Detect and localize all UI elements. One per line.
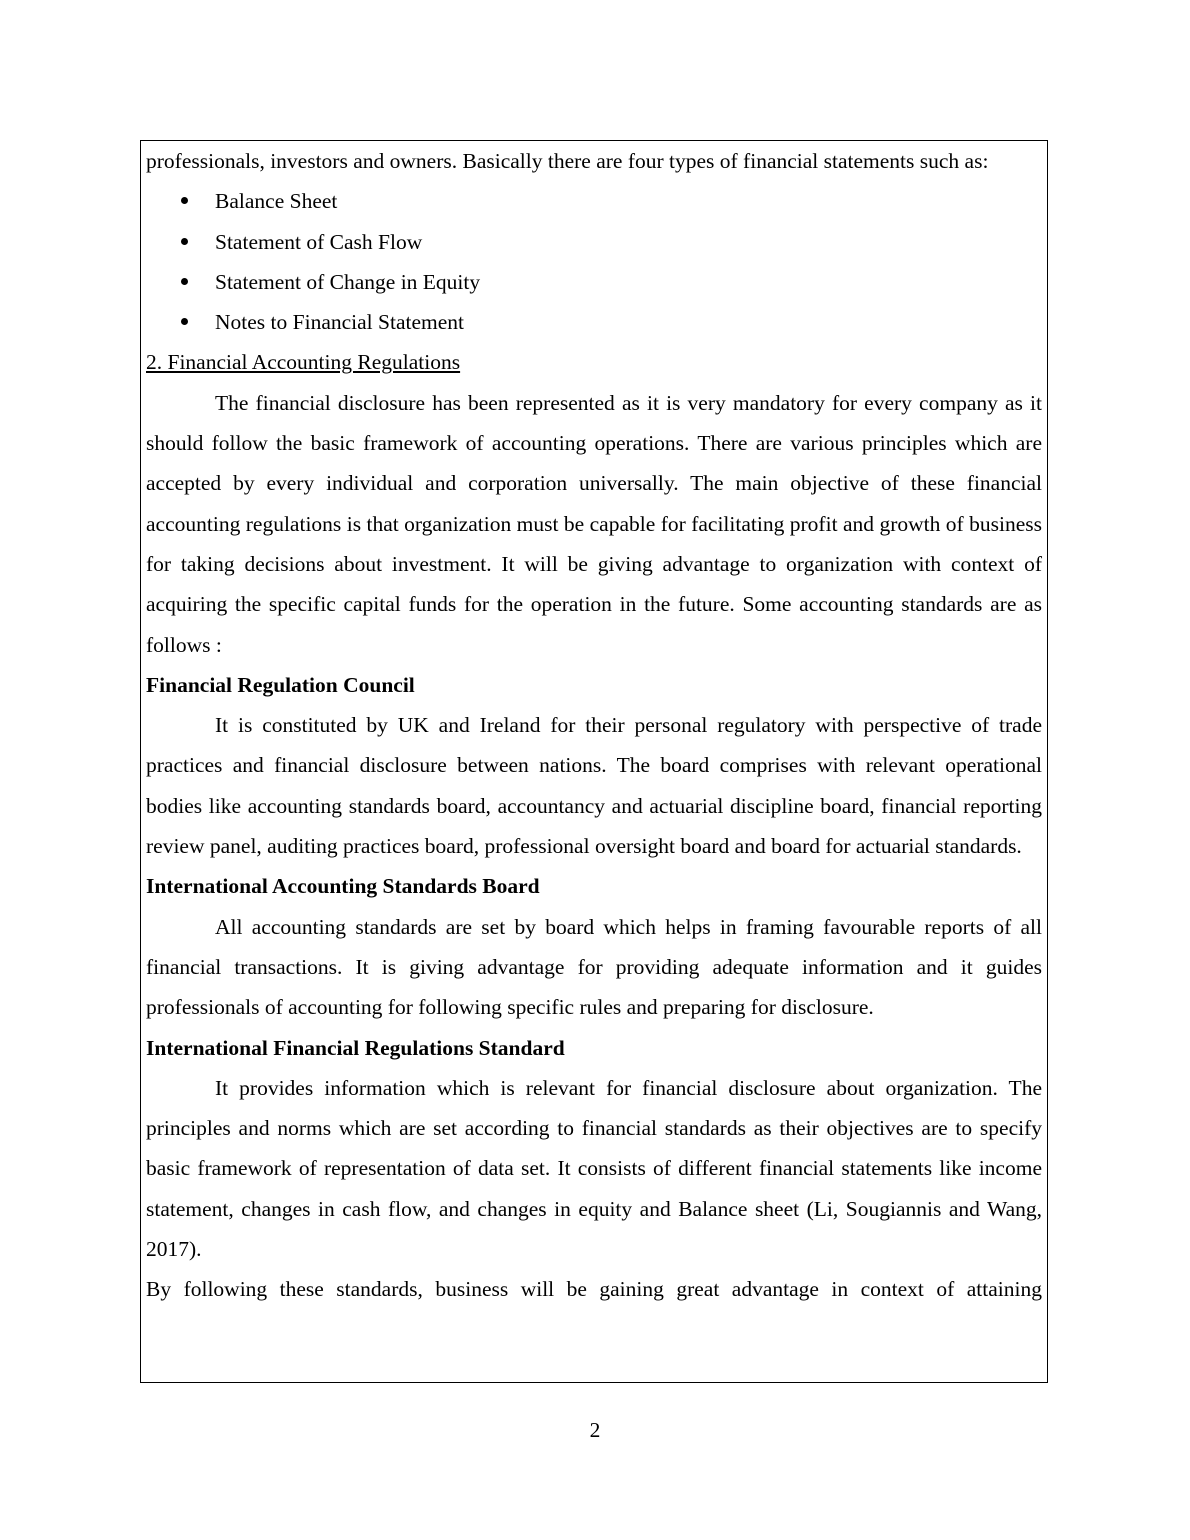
section-paragraph: The financial disclosure has been represented as it is very mandatory for every company as it should follow the basic framework of accounting operations. There are various principles which are accepted by every individual and corporation universally. The main objective of these financial accounting regulations is that organization must be capable for facilitating profit and growth of business for taking decisions about investment. It will be giving advantage to organization with context of acquiring the specific capital funds for the operation in the future. Some accounting standards are as follows : xyxy=(146,390,1042,657)
iasb-paragraph: All accounting standards are set by board which helps in framing favourable reports of all financial transactions. It is giving advantage for providing adequate information and it guides professionals of accounting for following specific rules and preparing for disclosure. xyxy=(146,914,1042,1020)
iasb-heading: International Accounting Standards Board xyxy=(146,874,540,899)
ifrs-paragraph: It provides information which is relevant for financial disclosure about organization. The principles and norms which are set according to financial standards as their objectives are to specify basic framework of representation of data set. It consists of different financial statements like income statement, changes in cash flow, and changes in equity and Balance sheet (Li, Sougiannis and Wang, 2017). xyxy=(146,1075,1042,1262)
bullet-icon xyxy=(181,278,188,285)
bullet-icon xyxy=(181,318,188,325)
bullet-icon xyxy=(181,238,188,245)
closing-paragraph: By following these standards, business will be gaining great advantage in context of attaining xyxy=(146,1277,1042,1302)
ifrs-heading: International Financial Regulations Standard xyxy=(146,1035,565,1060)
list-item-text: Notes to Financial Statement xyxy=(215,310,464,335)
list-item-text: Statement of Cash Flow xyxy=(215,229,423,254)
list-item-text: Balance Sheet xyxy=(215,189,338,214)
statement-types-list xyxy=(146,181,1042,342)
bullet-icon xyxy=(181,197,188,204)
frc-heading: Financial Regulation Council xyxy=(146,672,415,697)
list-item xyxy=(146,262,1042,302)
intro-paragraph: professionals, investors and owners. Basically there are four types of financial statements such as: xyxy=(146,149,989,173)
page-number: 2 xyxy=(589,1418,601,1442)
list-item xyxy=(146,302,1042,342)
frc-paragraph: It is constituted by UK and Ireland for their personal regulatory with perspective of trade practices and financial disclosure between nations. The board comprises with relevant operational bodies like accounting standards board, accountancy and actuarial discipline board, financial reporting review panel, auditing practices board, professional oversight board and board for actuarial standards. xyxy=(146,713,1042,859)
section-heading: 2. Financial Accounting Regulations xyxy=(146,350,461,375)
content-frame xyxy=(140,140,1048,1383)
list-item xyxy=(146,181,1042,221)
list-item-text: Statement of Change in Equity xyxy=(215,269,481,294)
list-item xyxy=(146,222,1042,262)
page-content xyxy=(146,141,1042,1310)
